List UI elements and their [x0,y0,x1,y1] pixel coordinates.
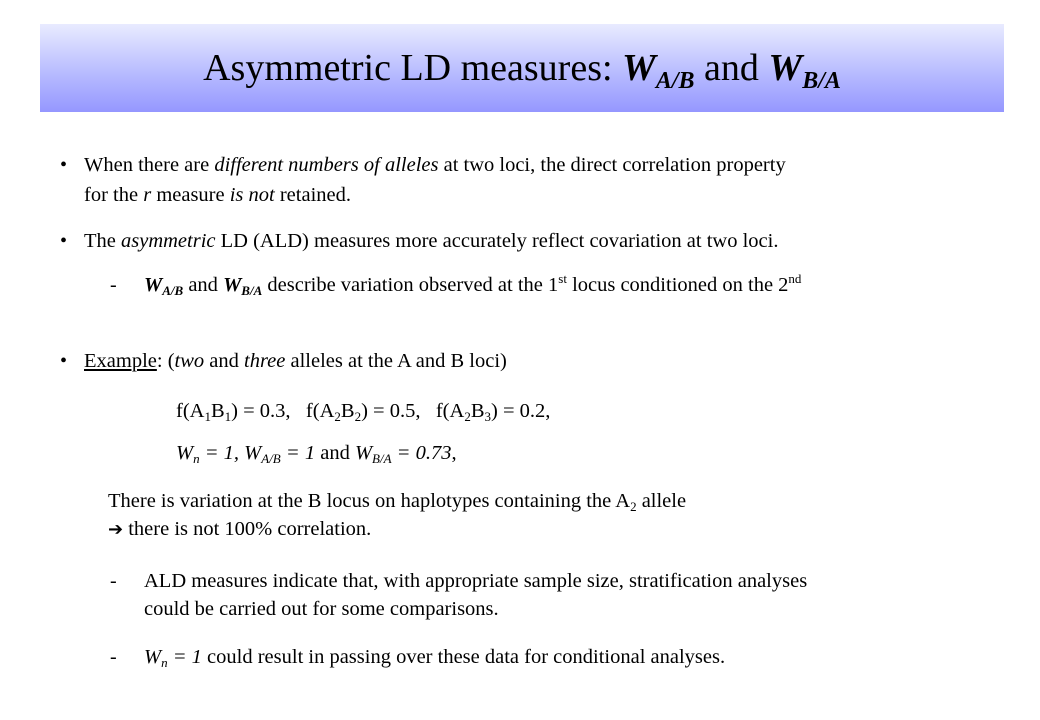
sub-point-2-line-2: could be carried out for some comparisons. [144,598,499,620]
sub-point-3: $W_n = 1$ could result in passing over these data for conditional analyses. [144,646,726,670]
bullet-marker: • [60,154,68,176]
dash-marker: - [110,570,117,592]
title-banner [40,24,1004,112]
w-values-equation: $W_n = 1$, $W_{A/B} = 1$ and $W_{B/A} = 0.73$, [176,442,457,466]
bullet-2-line: The asymmetric LD (ALD) measures more accurately reflect covariation at two loci. [84,230,779,252]
bullet-1-line-2: for the r measure is not retained. [84,184,351,206]
variation-statement: There is variation at the B locus on haplotypes containing the $A_2$ allele [108,490,687,514]
frequency-equation: $f(A_1B_1) = 0.3$, $f(A_2B_2) = 0.5$, $f(A_2B_3) = 0.2$, [176,400,551,424]
sub-point-1: $W_{A/B}$ and $W_{B/A}$ describe variation observed at the 1st locus conditioned on the 2nd [144,271,802,298]
conclusion-statement: ➔ there is not 100% correlation. [108,518,372,540]
bullet-3-line: Example: (two and three alleles at the A and B loci) [84,350,507,372]
bullet-marker: • [60,350,68,372]
bullet-1-line-1: When there are different numbers of alleles at two loci, the direct correlation property [84,154,786,176]
slide-title: Asymmetric LD measures: $W_{A/B}$ and $W_{B/A}$ [203,47,841,94]
dash-marker: - [110,646,117,668]
sub-point-2-line-1: ALD measures indicate that, with appropriate sample size, stratification analyses [144,570,808,592]
arrow-right-icon: ➔ [108,519,124,540]
dash-marker: - [110,274,117,296]
bullet-marker: • [60,230,68,252]
